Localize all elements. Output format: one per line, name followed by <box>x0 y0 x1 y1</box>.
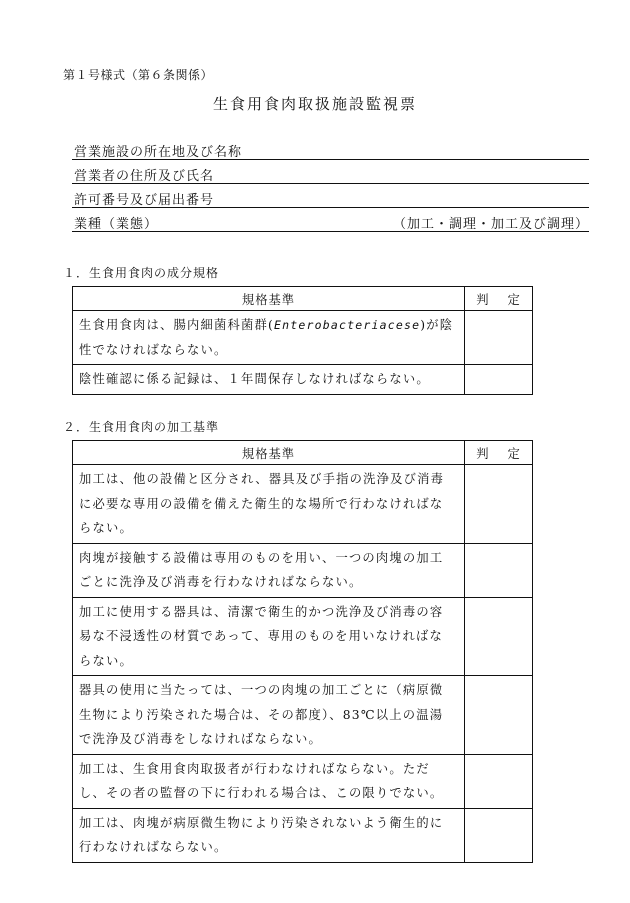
field-label: 営業施設の所在地及び名称 <box>74 145 243 160</box>
column-header-judgement <box>465 441 533 465</box>
standard-text-pre: 生食用食肉は、腸内細菌科菌群( <box>79 318 274 332</box>
column-header-judgement <box>465 287 533 311</box>
standard-text: 陰性確認に係る記録は、１年間保存しなければならない。 <box>73 365 465 395</box>
field-label: 許可番号及び届出番号 <box>74 193 215 208</box>
field-label: 営業者の住所及び氏名 <box>74 169 215 184</box>
section-title-processing: ２．生食用食肉の加工基準 <box>63 420 220 434</box>
judgement-cell[interactable] <box>465 754 533 808</box>
table-row <box>73 754 533 808</box>
judgement-cell[interactable] <box>465 676 533 755</box>
table-row <box>73 597 533 676</box>
field-facility-location-name[interactable] <box>72 141 589 160</box>
table-row <box>73 808 533 862</box>
table-row <box>73 465 533 544</box>
scientific-name: Enterobacteriacese <box>273 318 421 332</box>
judgement-cell[interactable] <box>465 465 533 544</box>
standard-text: 加工は、肉塊が病原微生物により汚染されないよう衛生的に行わなければならない。 <box>73 808 465 862</box>
judgement-cell[interactable] <box>465 311 533 365</box>
table-row <box>73 676 533 755</box>
processing-standards-table <box>72 440 533 863</box>
standard-text: 器具の使用に当たっては、一つの肉塊の加工ごとに（病原微生物により汚染された場合は、その都度）、83℃以上の温湯で洗浄及び消毒をしなければならない。 <box>73 676 465 755</box>
section-title-composition: １．生食用食肉の成分規格 <box>63 266 220 280</box>
form-number: 第１号様式（第６条関係） <box>63 68 214 82</box>
table-row <box>73 365 533 395</box>
page-title: 生食用食肉取扱施設監視票 <box>212 95 417 113</box>
judgement-char-1: 判 <box>476 446 490 461</box>
standard-text: 加工は、他の設備と区分され、器具及び手指の洗浄及び消毒に必要な専用の設備を備えた衛生的な場所で行わなければならない。 <box>73 465 465 544</box>
standard-text-post: )が陰性でなければならない。 <box>79 318 454 357</box>
column-header-standard: 規格基準 <box>73 441 465 465</box>
judgement-char-2: 定 <box>507 292 521 307</box>
table-header-row <box>73 441 533 465</box>
field-label: 業種（業態） <box>74 217 159 232</box>
judgement-char-2: 定 <box>507 446 521 461</box>
standard-text: 加工は、生食用食肉取扱者が行わなければならない。ただし、その者の監督の下に行われる場合は、この限りでない。 <box>73 754 465 808</box>
standard-text <box>73 311 465 365</box>
judgement-char-1: 判 <box>476 292 490 307</box>
standard-text: 加工に使用する器具は、清潔で衛生的かつ洗浄及び消毒の容易な不浸透性の材質であって、専用のものを用いなければならない。 <box>73 597 465 676</box>
field-permit-number[interactable] <box>72 189 589 208</box>
table-row <box>73 543 533 597</box>
judgement-cell[interactable] <box>465 543 533 597</box>
standard-text: 肉塊が接触する設備は専用のものを用い、一つの肉塊の加工ごとに洗浄及び消毒を行わなければならない。 <box>73 543 465 597</box>
table-row <box>73 311 533 365</box>
judgement-cell[interactable] <box>465 597 533 676</box>
table-header-row <box>73 287 533 311</box>
field-value: （加工・調理・加工及び調理） <box>392 217 589 232</box>
judgement-cell[interactable] <box>465 365 533 395</box>
composition-standards-table <box>72 286 533 395</box>
column-header-standard: 規格基準 <box>73 287 465 311</box>
judgement-cell[interactable] <box>465 808 533 862</box>
field-business-type[interactable] <box>72 213 589 232</box>
field-operator-address-name[interactable] <box>72 165 589 184</box>
